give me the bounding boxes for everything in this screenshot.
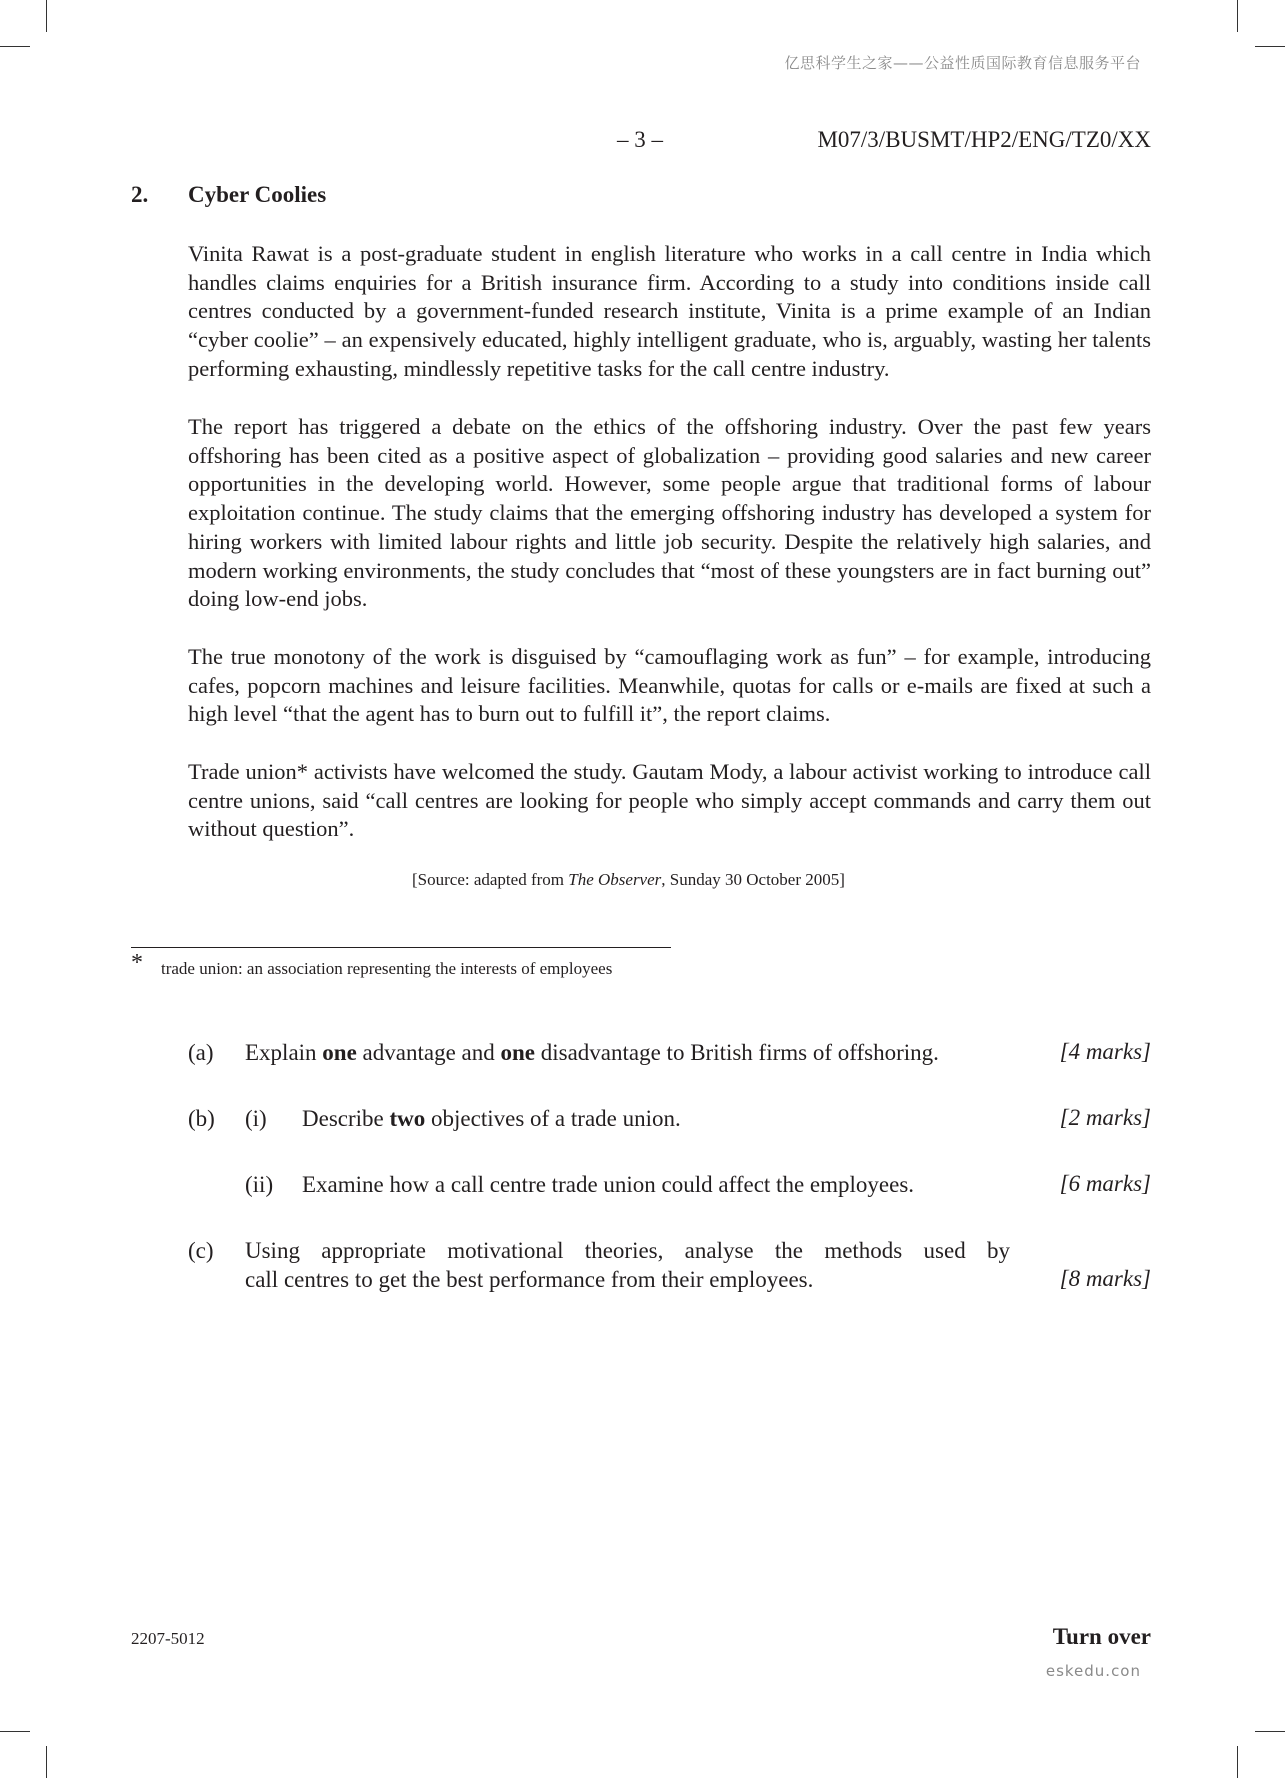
question-number: 2.: [131, 182, 149, 207]
case-paragraph-3: The true monotony of the work is disguised by “camouflaging work as fun” – for example, introducing cafes, popcorn machines and leisure facilities. Meanwhile, quotas for calls or e-mails are fixed at such a high level “that the agent has to burn out to fulfill it”, the report claims.: [188, 644, 1151, 727]
part-b-ii-text: Examine how a call centre trade union could affect the employees.: [302, 1172, 915, 1197]
part-a-text: Explain one advantage and one disadvantage to British firms of offshoring.: [245, 1040, 939, 1065]
part-b-i-marks: [2 marks]: [1059, 1105, 1151, 1130]
part-c-marks: [8 marks]: [1059, 1266, 1151, 1291]
part-b-i-label: (i): [245, 1106, 267, 1131]
crop-mark: [1255, 46, 1285, 47]
crop-mark: [46, 0, 47, 32]
page-number: – 3 –: [617, 127, 663, 152]
part-b-label: (b): [188, 1106, 215, 1131]
part-a-marks: [4 marks]: [1059, 1039, 1151, 1064]
part-c-text-line1: Using appropriate motivational theories, analyse the methods used by: [245, 1238, 1010, 1263]
crop-mark: [1237, 0, 1238, 32]
paper-code: M07/3/BUSMT/HP2/ENG/TZ0/XX: [817, 127, 1151, 152]
crop-mark: [0, 1731, 30, 1732]
question-title: Cyber Coolies: [188, 182, 327, 207]
case-paragraph-2: The report has triggered a debate on the ethics of the offshoring industry. Over the past few years offshoring has been cited as a positive aspect of globalization – providing good salaries and new career opportunities in the developing world. However, some people argue that traditional forms of labour exploitation continue. The study claims that the emerging offshoring industry has developed a system for hiring workers with limited labour rights and little job security. Despite the relatively high salaries, and modern working environments, the study concludes that “most of these youngsters are in fact burning out” doing low-end jobs.: [188, 414, 1151, 612]
turn-over-label: Turn over: [1052, 1624, 1151, 1649]
footnote-marker: *: [131, 950, 143, 976]
crop-mark: [0, 46, 30, 47]
part-b-ii-label: (ii): [245, 1172, 274, 1197]
case-paragraph-4: Trade union* activists have welcomed the study. Gautam Mody, a labour activist working to introduce call centre unions, said “call centres are looking for people who simply accept commands and carry them out without question”.: [188, 759, 1151, 842]
footer-paper-code: 2207-5012: [131, 1629, 205, 1648]
part-b-i-text: Describe two objectives of a trade union.: [302, 1106, 681, 1131]
source-citation: [Source: adapted from The Observer, Sunday 30 October 2005]: [412, 870, 845, 889]
part-b-ii-marks: [6 marks]: [1059, 1171, 1151, 1196]
crop-mark: [1237, 1746, 1238, 1778]
footnote-divider: [131, 947, 671, 948]
crop-mark: [46, 1746, 47, 1778]
part-c-label: (c): [188, 1238, 214, 1263]
watermark-header: 亿思科学生之家——公益性质国际教育信息服务平台: [784, 54, 1141, 72]
watermark-footer: eskedu.con: [1045, 1662, 1141, 1680]
source-publication: The Observer: [568, 870, 662, 889]
part-a-label: (a): [188, 1040, 214, 1065]
footnote-text: trade union: an association representing the interests of employees: [161, 959, 613, 978]
part-c-text-line2: call centres to get the best performance from their employees.: [245, 1267, 814, 1292]
case-paragraph-1: Vinita Rawat is a post-graduate student in english literature who works in a call centre in India which handles claims enquiries for a British insurance firm. According to a study into conditions inside call centres conducted by a government-funded research institute, Vinita is a prime example of an Indian “cyber coolie” – an expensively educated, highly intelligent graduate, who is, arguably, wasting her talents performing exhausting, mindlessly repetitive tasks for the call centre industry.: [188, 241, 1151, 381]
crop-mark: [1255, 1731, 1285, 1732]
